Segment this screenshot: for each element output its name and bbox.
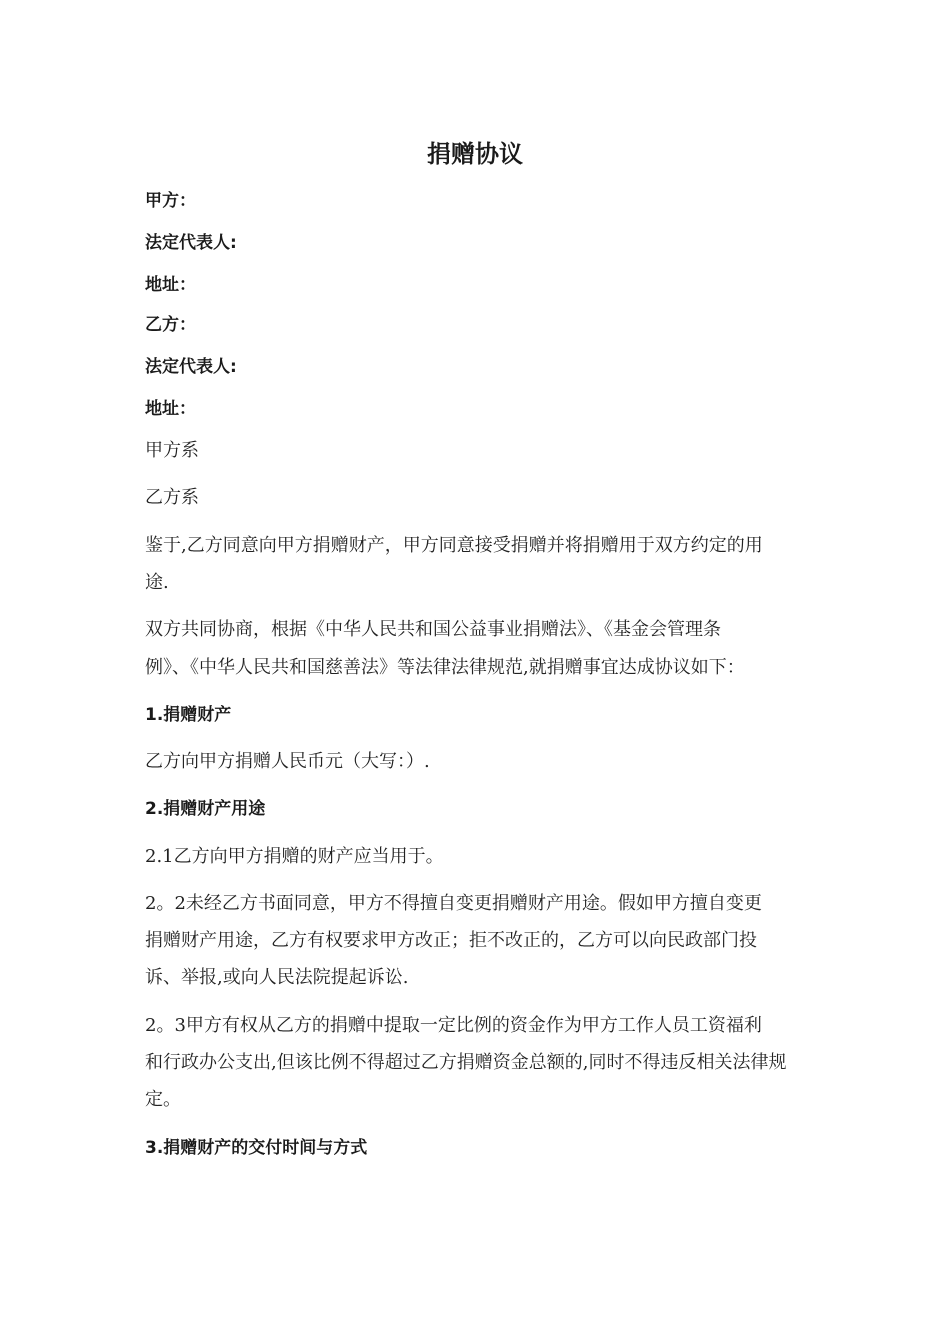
document-title: 捐赠协议 [427, 140, 523, 168]
whereas-line-2: 途. [145, 572, 169, 593]
section-2-3-line-1: 2。3甲方有权从乙方的捐赠中提取一定比例的资金作为甲方工作人员工资福利 [145, 1015, 762, 1036]
section-2-2-line-2: 捐赠财产用途，乙方有权要求甲方改正；拒不改正的，乙方可以向民政部门投 [145, 930, 757, 951]
section-1-heading: 1.捐赠财产 [145, 705, 232, 725]
section-2-3-line-3: 定。 [145, 1089, 181, 1110]
section-2-1-text: 2.1乙方向甲方捐赠的财产应当用于。 [145, 846, 444, 867]
party-a-address: 地址： [145, 275, 196, 295]
party-a-representative: 法定代表人: [145, 233, 237, 253]
party-b-representative: 法定代表人: [145, 357, 237, 377]
intro-party-b: 乙方系 [145, 487, 199, 508]
section-2-heading: 2.捐赠财产用途 [145, 799, 266, 819]
whereas-line-1: 鉴于,乙方同意向甲方捐赠财产，甲方同意接受捐赠并将捐赠用于双方约定的用 [145, 535, 763, 556]
basis-line-1: 双方共同协商，根据《中华人民共和国公益事业捐赠法》、《基金会管理条 [145, 619, 721, 640]
section-1-text: 乙方向甲方捐赠人民币元（大写：）. [145, 751, 430, 772]
section-3-heading: 3.捐赠财产的交付时间与方式 [145, 1138, 368, 1158]
party-b-address: 地址： [145, 399, 196, 419]
section-2-2-line-3: 诉、举报,或向人民法院提起诉讼. [145, 967, 409, 988]
party-b-label: 乙方： [145, 315, 196, 335]
intro-party-a: 甲方系 [145, 440, 199, 461]
party-a-label: 甲方： [145, 191, 196, 211]
section-2-2-line-1: 2。2未经乙方书面同意，甲方不得擅自变更捐赠财产用途。假如甲方擅自变更 [145, 893, 762, 914]
section-2-3-line-2: 和行政办公支出,但该比例不得超过乙方捐赠资金总额的,同时不得违反相关法律规 [145, 1052, 787, 1073]
basis-line-2: 例》、《中华人民共和国慈善法》等法律法律规范,就捐赠事宜达成协议如下： [145, 657, 745, 678]
